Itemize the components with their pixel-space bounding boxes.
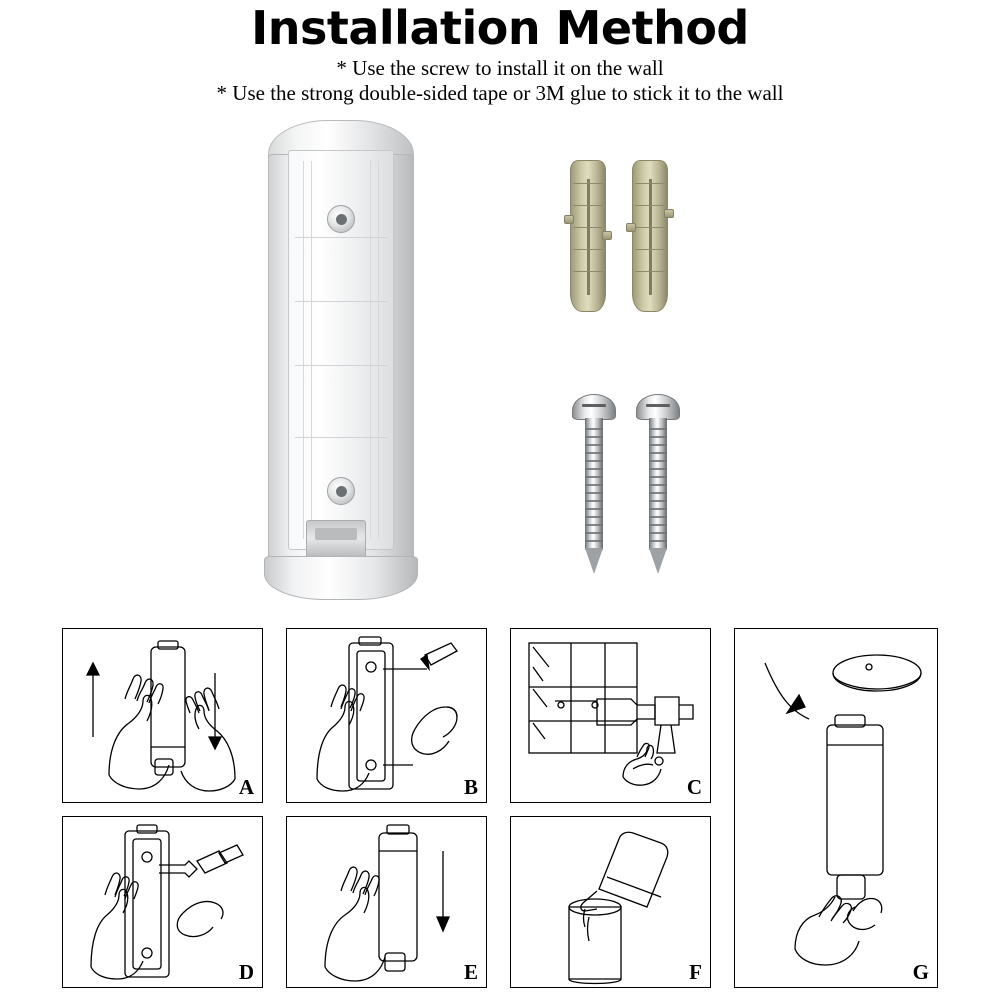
- step-g-label: G: [912, 960, 929, 984]
- step-f-fill-soap: [510, 816, 711, 988]
- dispenser-base: [264, 556, 418, 600]
- step-grid: [62, 628, 938, 988]
- upper-screw-hole: [327, 205, 355, 233]
- step-g-close-and-use: [734, 628, 938, 988]
- lower-screw-hole: [327, 477, 355, 505]
- step-a-remove-cover: [62, 628, 263, 803]
- dispenser-back-plate: [288, 150, 394, 550]
- soap-dispenser-illustration: [262, 120, 420, 600]
- header: [0, 0, 1000, 106]
- step-c-drill-holes: [510, 628, 711, 803]
- step-d-label: D: [238, 960, 254, 984]
- step-d-fasten-bracket: [62, 816, 263, 988]
- step-c-label: C: [686, 775, 702, 799]
- screw-right: [636, 394, 680, 574]
- step-f-label: F: [689, 960, 702, 984]
- step-e-label: E: [463, 960, 478, 984]
- dispenser-spout: [306, 520, 366, 560]
- header-bullet-2: * Use the strong double-sided tape or 3M glue to stick it to the wall: [216, 81, 784, 105]
- header-bullet-1: * Use the screw to install it on the wall: [336, 56, 664, 80]
- wall-anchor-pair: [570, 160, 700, 325]
- page-title: Installation Method: [251, 1, 749, 55]
- step-e-attach-body: [286, 816, 487, 988]
- step-b-label: B: [463, 775, 478, 799]
- screw-pair: [572, 394, 702, 582]
- wall-anchor-left: [570, 160, 606, 312]
- step-b-mark-holes: [286, 628, 487, 803]
- step-a-label: A: [238, 775, 254, 799]
- wall-anchor-right: [632, 160, 668, 312]
- screw-left: [572, 394, 616, 574]
- parts-overview: [0, 112, 1000, 617]
